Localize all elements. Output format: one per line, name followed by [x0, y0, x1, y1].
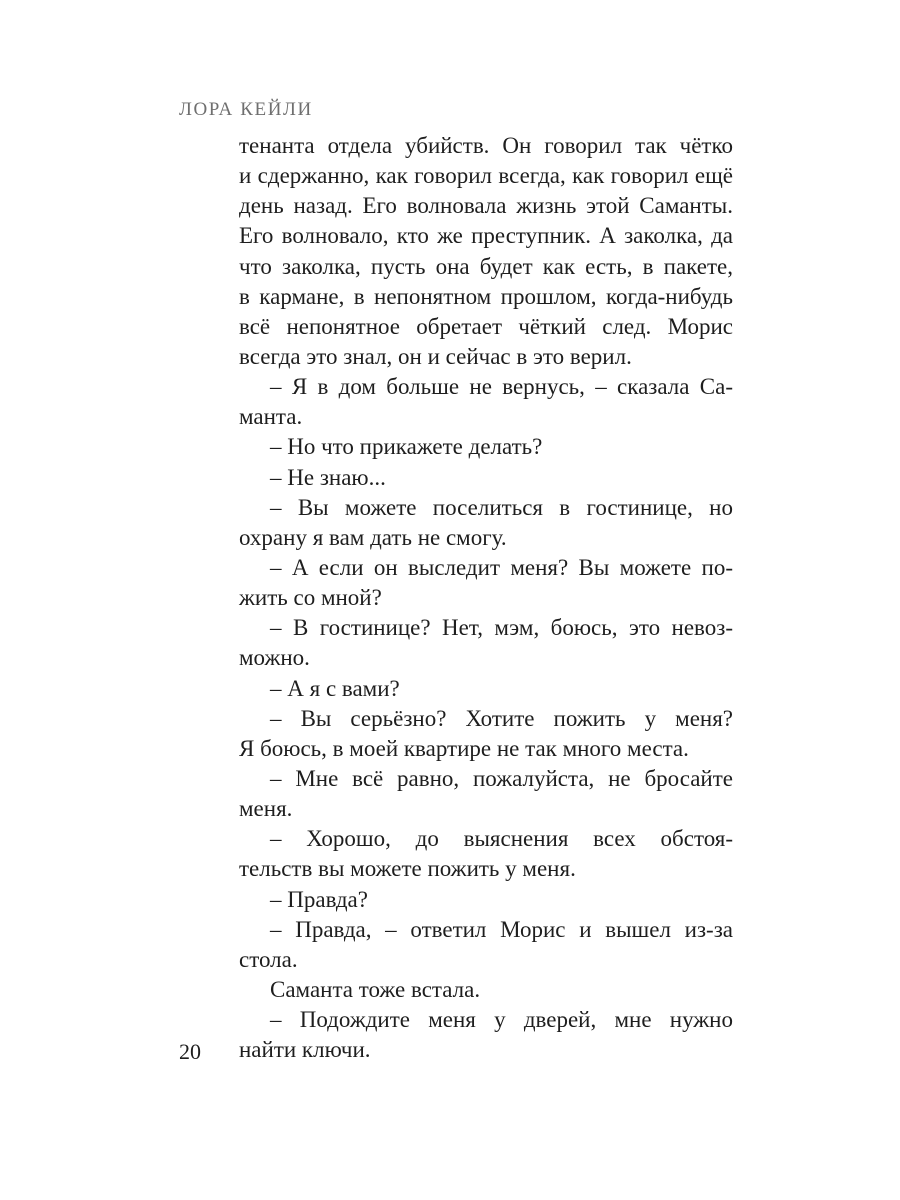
text-line: – А я с вами? — [270, 675, 400, 701]
text-line: жить со мной? — [239, 585, 382, 611]
text-line: что заколка, пусть она будет как есть, в пакете, — [239, 253, 733, 279]
text-line: манта. — [239, 404, 303, 430]
text-line: – Но что прикажете делать? — [270, 434, 543, 460]
text-line: охрану я вам дать не смогу. — [239, 524, 507, 550]
text-line: и сдержанно, как говорил всегда, как говорил ещё — [239, 163, 733, 189]
text-line: – Хорошо, до выяснения всех обстоя- — [270, 826, 733, 852]
text-line: – Мне всё равно, пожалуйста, не бросайте — [270, 765, 733, 791]
body-text — [239, 131, 733, 1065]
text-line: найти ключи. — [239, 1037, 371, 1063]
text-line: – Правда? — [270, 886, 368, 912]
text-line: – В гостинице? Нет, мэм, боюсь, это невоз- — [270, 615, 733, 641]
text-line: – Вы можете поселиться в гостинице, но — [270, 494, 733, 520]
text-line: день назад. Его волновала жизнь этой Саманты. — [239, 193, 733, 219]
running-header-author: ЛОРА КЕЙЛИ — [179, 99, 313, 120]
text-line: стола. — [239, 946, 298, 972]
text-line: – Вы серьёзно? Хотите пожить у меня? — [270, 705, 733, 731]
text-line: тенанта отдела убийств. Он говорил так чётко — [239, 133, 733, 158]
text-line: – Не знаю... — [270, 464, 386, 490]
text-line: – Правда, – ответил Морис и вышел из-за — [270, 916, 733, 942]
page-number: 20 — [179, 1039, 201, 1064]
text-line: – А если он выследит меня? Вы можете по- — [270, 554, 733, 580]
text-line: Его волновало, кто же преступник. А заколка, да — [239, 223, 733, 249]
text-line: Саманта тоже встала. — [270, 976, 481, 1002]
text-line: в кармане, в непонятном прошлом, когда-нибудь — [239, 283, 733, 309]
text-line: Я боюсь, в моей квартире не так много места. — [239, 735, 689, 761]
text-line: меня. — [239, 796, 293, 822]
text-line: тельств вы можете пожить у меня. — [239, 856, 576, 882]
text-line: – Я в дом больше не вернусь, – сказала Са- — [270, 374, 733, 400]
text-line: всегда это знал, он и сейчас в это верил. — [239, 343, 632, 369]
text-line: всё непонятное обретает чёткий след. Морис — [239, 313, 733, 339]
text-line: можно. — [239, 645, 310, 671]
text-line: – Подождите меня у дверей, мне нужно — [270, 1007, 733, 1033]
